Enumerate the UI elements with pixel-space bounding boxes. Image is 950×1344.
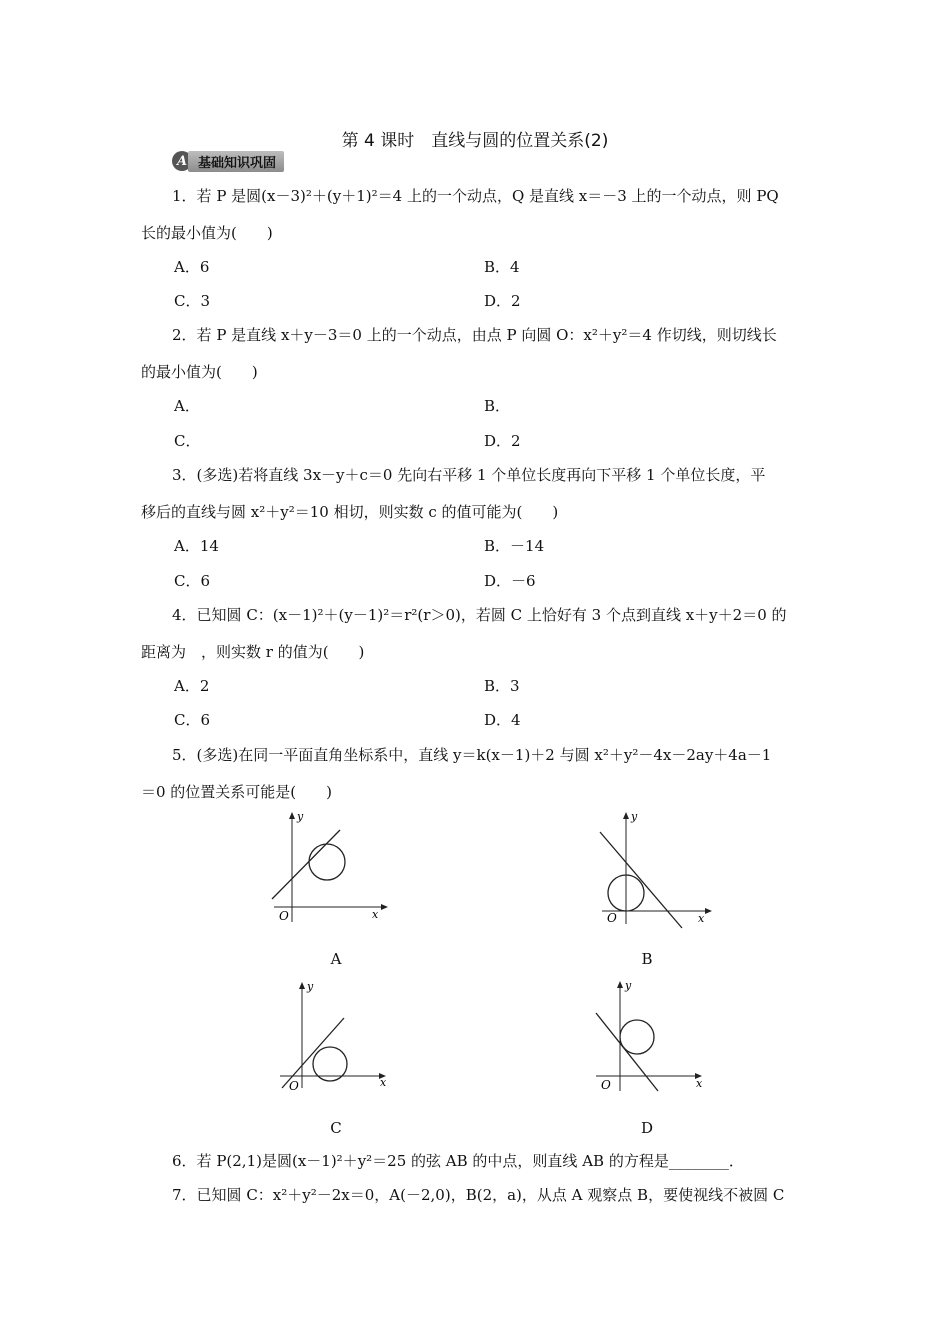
- y-axis-arrow: [299, 982, 305, 989]
- question-1-line-2: 长的最小值为( ): [141, 224, 273, 242]
- y-axis-label: y: [307, 980, 314, 993]
- origin-label: O: [289, 1079, 299, 1093]
- line: [282, 1018, 344, 1088]
- question-3-line-2: 移后的直线与圆 x²＋y²＝10 相切，则实数 c 的值可能为( ): [141, 503, 559, 521]
- question-1-line-1: 1．若 P 是圆(x－3)²＋(y＋1)²＝4 上的一个动点，Q 是直线 x＝－3 上的一个动点，则 PQ: [172, 187, 779, 205]
- question-6-line-1: 6．若 P(2,1)是圆(x－1)²＋y²＝25 的弦 AB 的中点，则直线 AB 的方程是________．: [172, 1152, 744, 1170]
- y-axis-label: y: [297, 810, 304, 823]
- figure-c: [272, 978, 396, 1096]
- y-axis-label: y: [625, 979, 632, 992]
- section-badge: A: [172, 151, 192, 171]
- question-1-option-a: A．6: [174, 258, 210, 276]
- question-2-line-2: 的最小值为( ): [141, 363, 258, 381]
- question-3-option-a: A．14: [174, 537, 219, 555]
- question-1-option-d: D．2: [484, 292, 521, 310]
- x-axis-label: x: [698, 912, 705, 925]
- question-4-option-d: D．4: [484, 711, 521, 729]
- origin-label: O: [279, 909, 289, 923]
- figure-b: [592, 806, 722, 932]
- x-axis-label: x: [696, 1077, 703, 1090]
- question-3-option-d: D．－6: [484, 572, 536, 590]
- question-4-line-1: 4．已知圆 C：(x－1)²＋(y－1)²＝r²(r＞0)，若圆 C 上恰好有 3 个点到直线 x＋y＋2＝0 的: [172, 606, 787, 624]
- question-2-option-d: D．2: [484, 432, 521, 450]
- question-4-option-b: B．3: [484, 677, 520, 695]
- question-2-line-1: 2．若 P 是直线 x＋y－3＝0 上的一个动点，由点 P 向圆 O：x²＋y²＝4 作切线，则切线长: [172, 326, 777, 344]
- question-5-line-1: 5．(多选)在同一平面直角坐标系中，直线 y＝k(x－1)＋2 与圆 x²＋y²－4x－2ay＋4a－1: [172, 746, 772, 764]
- y-axis-arrow: [623, 812, 629, 819]
- question-2-option-c: C．: [174, 432, 201, 450]
- question-1-option-b: B．4: [484, 258, 520, 276]
- section-header: [172, 151, 284, 171]
- x-axis-arrow: [381, 904, 388, 910]
- figure-d: [588, 975, 712, 1097]
- question-1-option-c: C．3: [174, 292, 211, 310]
- x-axis-label: x: [372, 908, 379, 921]
- question-2-option-a: A．: [174, 397, 200, 415]
- line: [272, 830, 340, 899]
- question-7-line-1: 7．已知圆 C：x²＋y²－2x＝0，A(－2,0)，B(2，a)，从点 A 观察点 B，要使视线不被圆 C: [172, 1186, 785, 1204]
- question-4-option-a: A．2: [174, 677, 210, 695]
- figure-c-label: C: [330, 1119, 342, 1137]
- question-3-option-c: C．6: [174, 572, 211, 590]
- origin-label: O: [601, 1078, 611, 1092]
- y-axis-arrow: [289, 812, 295, 819]
- question-3-line-1: 3．(多选)若将直线 3x－y＋c＝0 先向右平移 1 个单位长度再向下平移 1 个单位长度，平: [172, 466, 766, 484]
- figure-b-label: B: [641, 950, 653, 968]
- question-5-line-2: ＝0 的位置关系可能是( ): [141, 783, 333, 801]
- section-label: 基础知识巩固: [188, 151, 284, 172]
- circle: [620, 1020, 654, 1054]
- x-axis-arrow: [705, 908, 712, 914]
- figure-a: [264, 810, 394, 930]
- page-title: 第 4 课时 直线与圆的位置关系(2): [341, 131, 609, 151]
- question-3-option-b: B．－14: [484, 537, 545, 555]
- origin-label: O: [607, 911, 617, 925]
- x-axis-label: x: [380, 1076, 387, 1089]
- question-4-line-2: 距离为 ，则实数 r 的值为( ): [141, 643, 365, 661]
- circle: [309, 844, 345, 880]
- figure-a-label: A: [330, 950, 342, 968]
- y-axis-arrow: [617, 981, 623, 988]
- question-2-option-b: B．: [484, 397, 511, 415]
- figure-d-label: D: [640, 1119, 654, 1137]
- y-axis-label: y: [631, 810, 638, 823]
- question-4-option-c: C．6: [174, 711, 211, 729]
